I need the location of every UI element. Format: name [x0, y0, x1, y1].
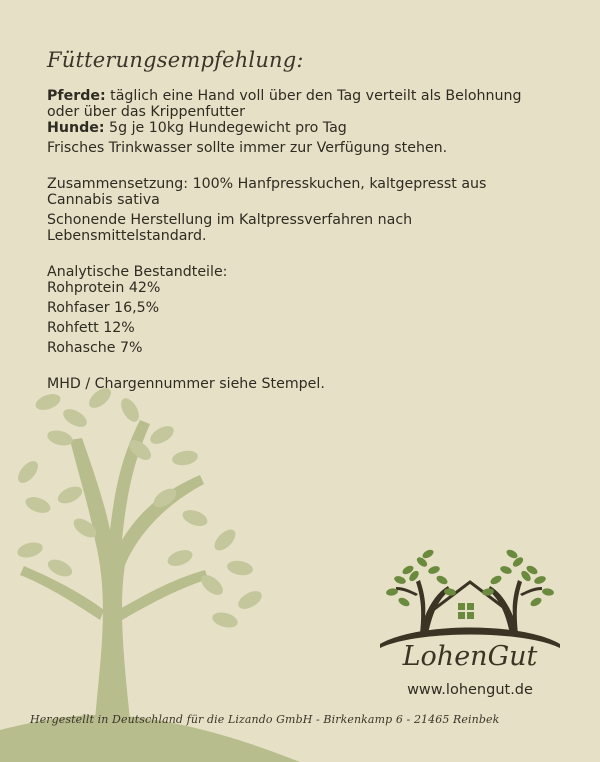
horses-line: [47, 88, 567, 104]
horses-line-2: oder über das Krippenfutter: [47, 104, 245, 120]
dogs-text: 5g je 10kg Hundegewicht pro Tag: [104, 120, 347, 136]
dogs-label: Hunde:: [47, 120, 105, 136]
mhd-line: MHD / Chargennummer siehe Stempel.: [47, 376, 325, 392]
brand-name: LohenGut: [402, 641, 538, 672]
manufacturer-footer: Hergestellt in Deutschland für die Lizando GmbH - Birkenkamp 6 - 21465 Reinbek: [30, 713, 500, 726]
analysis-item: Rohfett 12%: [47, 320, 135, 336]
analysis-item: Rohfaser 16,5%: [47, 300, 160, 316]
lohengut-logo-icon: [378, 540, 562, 700]
feeding-heading: Fütterungsempfehlung:: [47, 48, 304, 72]
background-tree-illustration: [0, 380, 300, 762]
composition-line-3: Schonende Herstellung im Kaltpressverfahren nach: [47, 212, 413, 228]
water-line: Frisches Trinkwasser sollte immer zur Verfügung stehen.: [47, 140, 448, 156]
composition-line-2: Cannabis sativa: [47, 192, 160, 208]
dogs-line: [47, 120, 567, 136]
horses-label: Pferde:: [47, 88, 106, 104]
composition-line-4: Lebensmittelstandard.: [47, 228, 207, 244]
analysis-title: Analytische Bestandteile:: [47, 264, 228, 280]
analysis-item: Rohasche 7%: [47, 340, 143, 356]
label-text-block: [47, 48, 567, 392]
analysis-item: Rohprotein 42%: [47, 280, 161, 296]
horses-text: täglich eine Hand voll über den Tag verteilt als Belohnung: [105, 88, 522, 104]
brand-url: www.lohengut.de: [407, 682, 533, 698]
composition-line-1: Zusammensetzung: 100% Hanfpresskuchen, kaltgepresst aus: [47, 176, 487, 192]
